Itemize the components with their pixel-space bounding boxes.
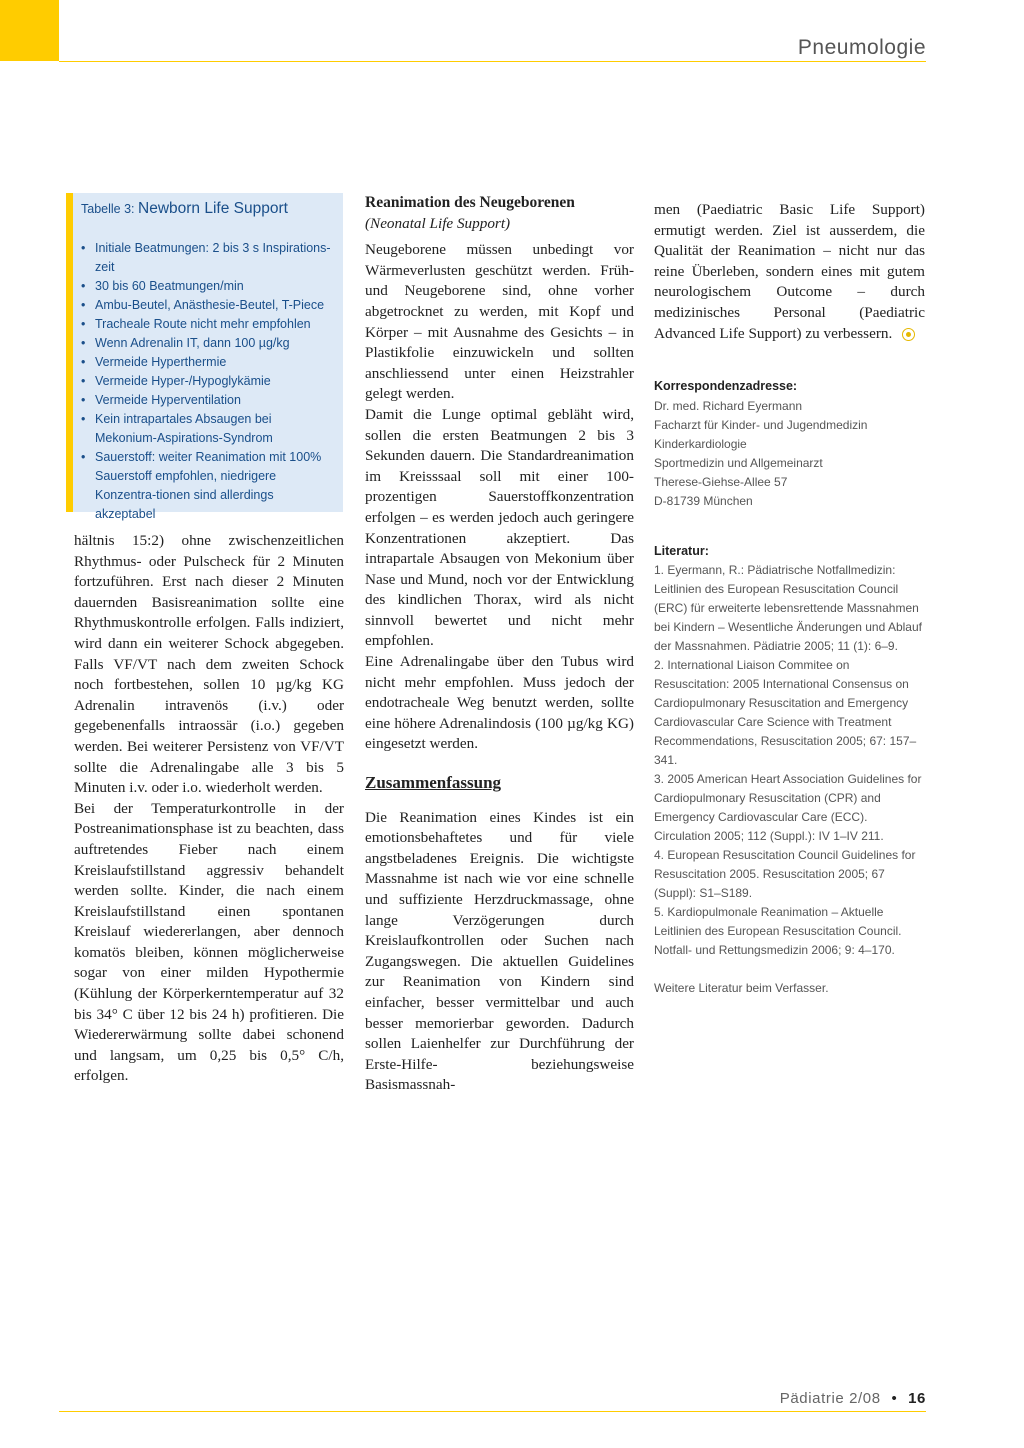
footer: [780, 1390, 926, 1407]
reference-item: 3. 2005 American Heart Association Guidelines for Cardiopulmonary Resuscitation (CPR) and Emergency Cardiovascular Care (ECC). Circulation 2005; 112 (Suppl.): IV 1–IV 211.: [654, 772, 922, 844]
reference-list: [654, 561, 925, 998]
page-number: 16: [908, 1390, 926, 1407]
end-of-article-icon: [902, 328, 915, 341]
contact-line: Kinderkardiologie: [654, 436, 747, 451]
table-title: Newborn Life Support: [138, 200, 288, 217]
column-2: [365, 193, 634, 1096]
contact-line: Dr. med. Richard Eyermann: [654, 398, 803, 413]
corner-accent: [0, 0, 59, 61]
paragraph: Bei der Temperaturkontrolle in der Postreanimationsphase ist zu beachten, dass auftretendes Fieber nach einem Kreislaufstillstand aggressiv behandelt werden sollte. Kinder, die nach einem Kreislaufstillstand einen spontanen Kreislauf wiedererlangen, aber dennoch komatös bleiben, können möglicherweise sogar von einer milden Hypothermie (Kühlung der Körperkerntemperatur auf 32 bis 34° C über 12 bis 24 h) profitieren. Die Wiedererwärmung sollte dabei schonend und langsam, um 0,25 bis 0,5° C/h, erfolgen.: [74, 799, 344, 1085]
paragraph: Damit die Lunge optimal gebläht wird, sollen die ersten Beatmungen 2 bis 3 Sekunden dauern. Die Standardreanimation im Kreisssaal soll mit einer 100-prozentigen Sauerstoffkonzentration erfolgen – es werden jedoch auch geringere Konzentrationen akzeptiert. Das intrapartale Absaugen von Mekonium über Nase und Mund, noch vor der Entwicklung des kindlichen Thorax, wird als nicht sinnvoll bewertet und nicht mehr empfohlen.: [365, 405, 634, 650]
reference-item: 5. Kardiopulmonale Reanimation – Aktuelle Leitlinien des European Resuscitation Council. Notfall- und Rettungsmedizin 2006; 9: 4–170.: [654, 905, 902, 958]
list-item: • 30 bis 60 Beatmungen/min: [81, 277, 331, 296]
list-item: • Sauerstoff: weiter Reanimation mit 100% Sauerstoff empfohlen, niedrigere Konzentra-tionen sind allerdings akzeptabel: [81, 448, 331, 524]
reference-item: 1. Eyermann, R.: Pädiatrische Notfallmedizin: Leitlinien des European Resuscitation Council (ERC) für erweiterte lebensrettende Massnahmen bei Kindern – Wesentliche Änderungen und Ablauf der Massnahmen. Pädiatrie 2005; 11 (1): 6–9.: [654, 563, 922, 654]
summary-heading: Zusammenfassung: [365, 773, 502, 793]
contact-line: D-81739 München: [654, 493, 753, 508]
list-item: • Vermeide Hyper-/Hypoglykämie: [81, 372, 331, 391]
paragraph: Neugeborene müssen unbedingt vor Wärmeverlusten geschützt werden. Früh- und Neugeborene sind, ohne vorher abgetrocknet zu werden, mit Kopf und Körper – mit Ausnahme des Gesichts – in Plastikfolie einzuwickeln und sollten anschliessend unter einen Heizstrahler gelegt werden.: [365, 241, 634, 403]
section-title: Pneumologie: [797, 36, 926, 59]
paragraph: [654, 200, 925, 344]
table-prefix: Tabelle 3:: [81, 202, 135, 216]
contact-block: [654, 397, 925, 511]
table-list: [81, 239, 331, 524]
contact-line: Therese-Giehse-Allee 57: [654, 474, 788, 489]
contact-heading: Korrespondenzadresse:: [654, 379, 798, 394]
footer-rule: [59, 1411, 926, 1412]
section-heading: Reanimation des Neugeborenen: [365, 194, 575, 211]
journal-issue: Pädiatrie 2/08: [779, 1390, 881, 1407]
list-item: • Vermeide Hyperthermie: [81, 353, 331, 372]
paragraph-text: men (Paediatric Basic Life Support) ermutigt werden. Ziel ist ausserdem, die Qualität der Reanimation – nicht nur das reine Überleben, sondern eines mit gutem neurologischem Outcome – durch medizinisches Personal (Paediatric Advanced Life Support) zu verbessern.: [654, 201, 925, 342]
table-caption: [81, 200, 288, 218]
header-rule: [59, 61, 926, 62]
contact-line: Facharzt für Kinder- und Jugendmedizin: [654, 417, 868, 432]
reference-item: 4. European Resuscitation Council Guidelines for Resuscitation 2005. Resuscitation 2005; 67 (Suppl): S1–S189.: [654, 848, 916, 901]
list-item: • Kein intrapartales Absaugen bei Mekonium-Aspirations-Syndrom: [81, 410, 331, 448]
paragraph: Die Reanimation eines Kindes ist ein emotionsbehaftetes und für viele angstbeladenes Ereignis. Die wichtigste Massnahme ist nach wie vor eine schnelle und suffiziente Herzdruckmassage, ohne lange Verzögerungen durch Kreislaufkontrollen oder Suchen nach Zugangswegen. Die aktuellen Guidelines zur Reanimation von Kindern sind einfacher, besser vermittelbar und auch besser memorierbar geworden. Dadurch sollen Laienhelfer zur Durchführung der Erste-Hilfe- beziehungsweise Basismassnah-: [365, 808, 634, 1094]
section-subheading: (Neonatal Life Support): [365, 214, 511, 232]
list-item: • Tracheale Route nicht mehr empfohlen: [81, 315, 331, 334]
list-item: • Wenn Adrenalin IT, dann 100 µg/kg: [81, 334, 331, 353]
table-box: [66, 193, 343, 521]
footer-bullet: •: [891, 1390, 898, 1407]
list-item: • Vermeide Hyperventilation: [81, 391, 331, 410]
list-item: • Ambu-Beutel, Anästhesie-Beutel, T-Piece: [81, 296, 331, 315]
paragraph: Eine Adrenalingabe über den Tubus wird nicht mehr empfohlen. Muss jedoch der endotracheale Weg benutzt werden, sollte eine höhere Adrenalindosis (100 µg/kg KG) eingesetzt werden.: [365, 653, 634, 753]
list-item: • Initiale Beatmungen: 2 bis 3 s Inspirations-zeit: [81, 239, 331, 277]
column-3: [654, 200, 925, 998]
paragraph: hältnis 15:2) ohne zwischenzeitlichen Rhythmus- oder Pulscheck für 2 Minuten fortzuführen. Erst nach dieser 2 Minuten dauernden Basisreanimation sollte eine Rhythmuskontrolle erfolgen. Falls indiziert, wird dann ein weiterer Schock abgegeben. Falls VF/VT nach dem zweiten Schock noch fortbestehen, sollen 10 µg/kg KG Adrenalin intravenös (i.v.) oder gegebenenfalls intraossär (i.o.) gegeben werden. Bei weiterer Persistenz von VF/VT sollte die Adrenalingabe alle 3 bis 5 Minuten i.v. oder i.o. wiederholt werden.: [74, 532, 344, 797]
further-literature-note: Weitere Literatur beim Verfasser.: [654, 981, 829, 996]
reference-item: 2. International Liaison Commitee on Resuscitation: 2005 International Consensus on Cardiopulmonary Resuscitation and Emergency Cardiovascular Care Science with Treatment Recommendations, Resuscitation 2005; 67: 157–341.: [654, 658, 917, 768]
contact-line: Sportmedizin und Allgemeinarzt: [654, 455, 823, 470]
literature-heading: Literatur:: [654, 543, 709, 558]
column-1: [74, 531, 344, 1087]
